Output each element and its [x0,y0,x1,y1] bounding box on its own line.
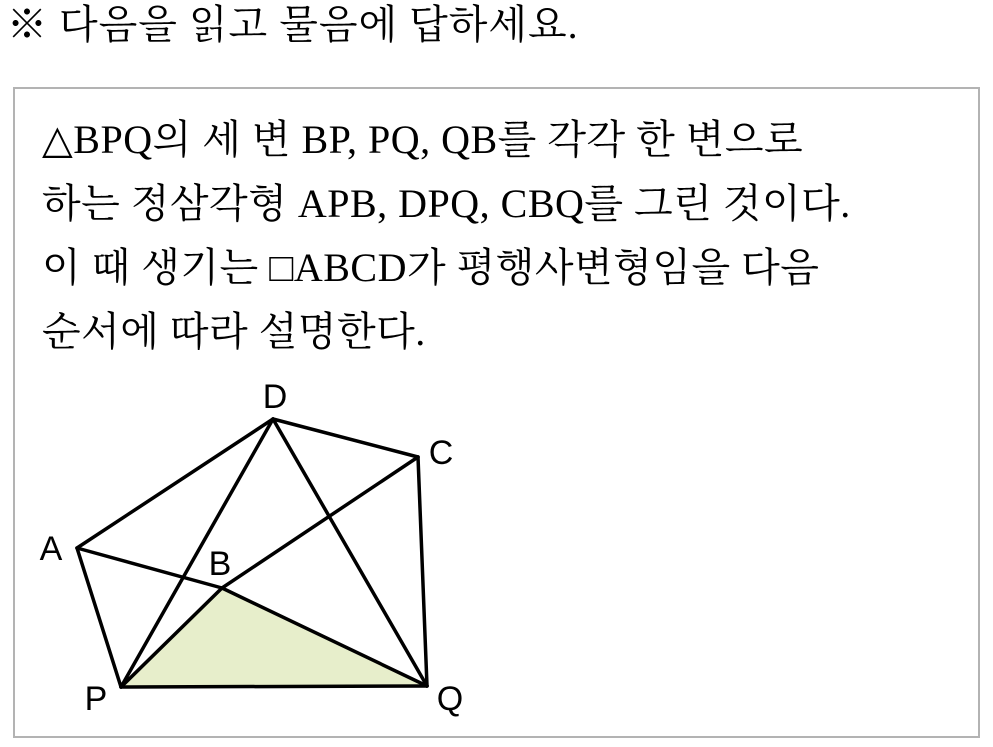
problem-statement [42,108,851,364]
problem-box [13,87,980,738]
vertex-label-b: B [208,545,232,583]
problem-line-1: △BPQ의 세 변 BP, PQ, QB를 각각 한 변으로 [42,117,804,162]
vertex-label-q: Q [436,680,464,718]
vertex-label-c: C [428,434,454,472]
vertex-label-a: A [39,530,63,568]
vertex-label-p: P [84,680,108,718]
problem-line-3: 이 때 생기는 □ABCD가 평행사변형임을 다음 [42,245,820,290]
problem-line-2: 하는 정삼각형 APB, DPQ, CBQ를 그린 것이다. [42,181,851,226]
problem-line-4: 순서에 따라 설명한다. [42,309,426,354]
instruction-text: ※ 다음을 읽고 물음에 답하세요. [7,2,579,47]
vertex-label-d: D [262,378,288,416]
